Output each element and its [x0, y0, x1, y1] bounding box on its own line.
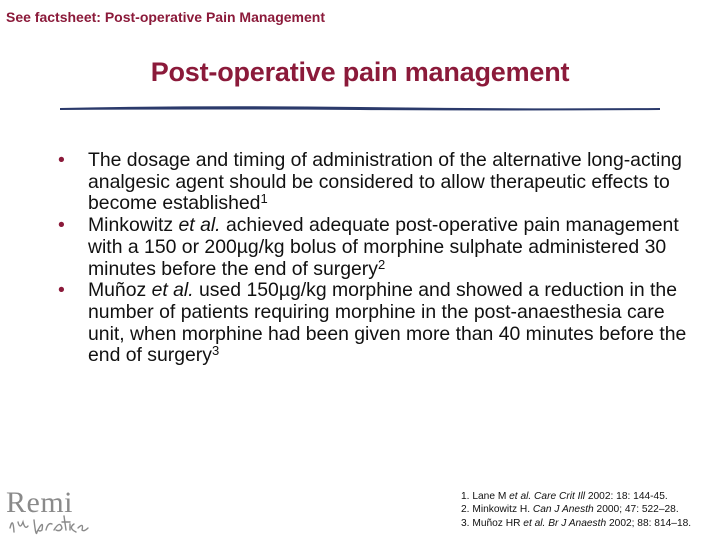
- bullet-text-start: Muñoz: [88, 279, 152, 302]
- bullet-item-munoz: [58, 280, 698, 367]
- bullet-text: The dosage and timing of administration of the alternative long-acting analgesic agent should be considered to allow therapeutic effects to become established: [88, 149, 682, 215]
- reference-item: [461, 517, 716, 530]
- bullet-text-rest: achieved adequate post-operative pain management with a 150 or 200µg/kg bolus of morphine sulphate administered 30 minutes before the end of surgery: [88, 214, 679, 280]
- logo-wordmark: Remi: [6, 486, 73, 519]
- reference-italic: Can J Anesth: [532, 504, 594, 516]
- bullet-text-italic: et al.: [178, 214, 221, 237]
- bullet-item-dosage: [58, 150, 698, 215]
- bullet-text-rest: used 150µg/kg morphine and showed a reduction in the number of patients requiring morphine in the post-anaesthesia care unit, when morphine had been given more than 40 minutes before the end of surgery: [88, 279, 687, 367]
- reference-text: 1. Lane M: [461, 491, 510, 502]
- reference-text: 3. Muñoz HR: [461, 517, 524, 529]
- page-title: Post-operative pain management: [150, 57, 570, 87]
- remi-logo: [4, 486, 94, 538]
- bullet-list: [58, 150, 698, 367]
- reference-text: 2000; 47: 522–28.: [593, 504, 679, 516]
- reference-italic: et al. Br J Anaesth: [523, 517, 607, 529]
- bullet-item-minkowitz: [58, 215, 698, 280]
- reference-italic: et al. Care Crit Ill: [509, 491, 585, 502]
- reference-item: [461, 503, 716, 516]
- bullet-marker: •: [58, 149, 65, 171]
- bullet-text-italic: et al.: [151, 279, 194, 302]
- reference-superscript: 1: [260, 191, 268, 207]
- title-divider: [60, 103, 660, 113]
- reference-superscript: 3: [211, 343, 220, 359]
- references: [461, 490, 716, 530]
- bullet-marker: •: [58, 214, 65, 237]
- bullet-marker: •: [58, 279, 65, 302]
- reference-text: 2. Minkowitz H.: [461, 504, 533, 516]
- reference-text: 2002; 88: 814–18.: [606, 517, 692, 529]
- bullet-text-start: Minkowitz: [88, 214, 179, 237]
- reference-text: 2002: 18: 144-45.: [585, 491, 668, 502]
- factsheet-link[interactable]: See factsheet: Post-operative Pain Management: [6, 9, 325, 25]
- reference-item: [461, 490, 716, 503]
- logo-tagline-script: [4, 486, 94, 538]
- reference-superscript: 2: [377, 256, 386, 272]
